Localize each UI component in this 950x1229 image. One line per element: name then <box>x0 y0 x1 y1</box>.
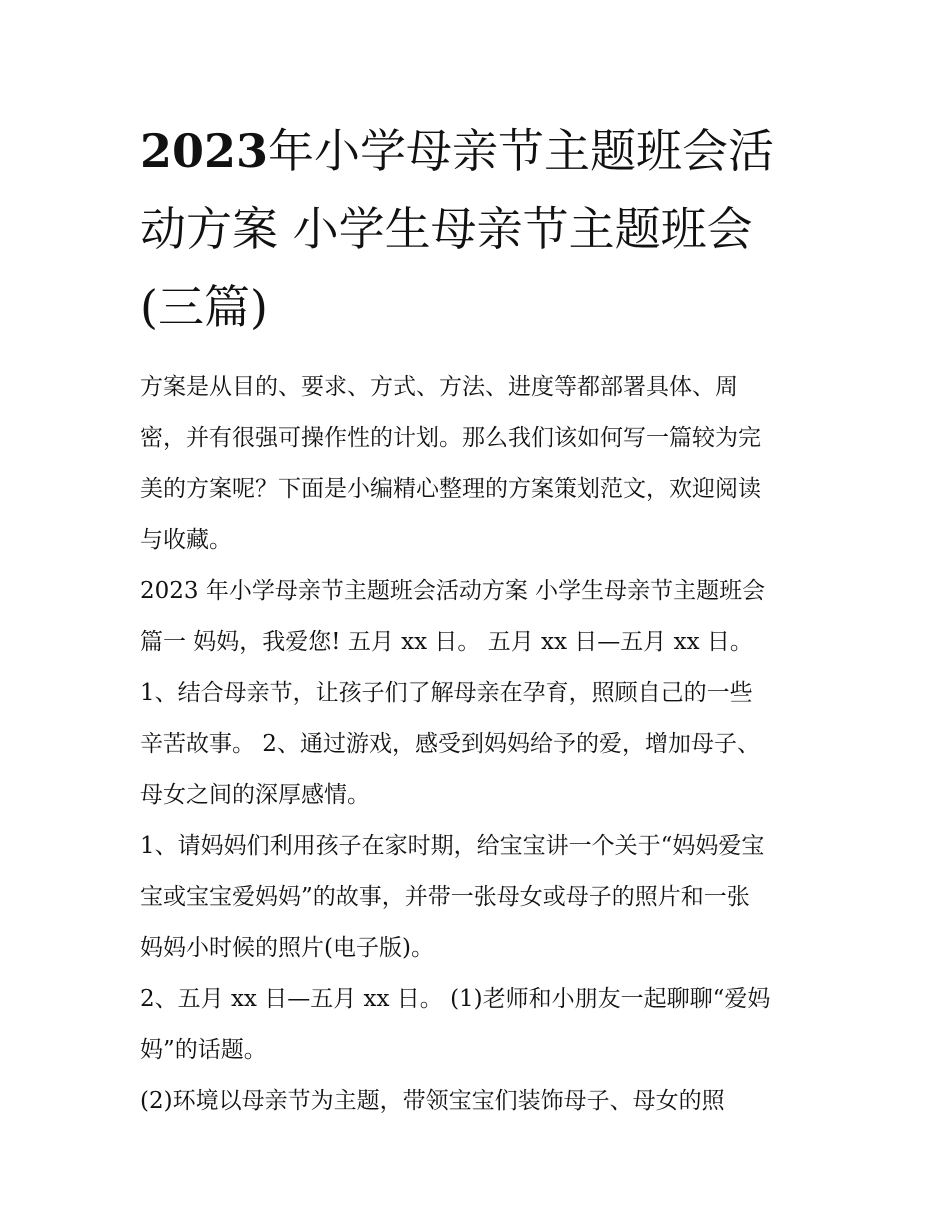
paragraph-process-1 <box>140 974 820 1076</box>
paragraph-line: 辛苦故事。 2、通过游戏，感受到妈妈给予的爱，增加母子、 <box>140 731 760 757</box>
paragraph-line: 2023 年小学母亲节主题班会活动方案 小学生母亲节主题班会 <box>140 578 766 604</box>
paragraph-line: 1、结合母亲节，让孩子们了解母亲在孕育，照顾自己的一些 <box>140 680 753 706</box>
paragraph-line: 宝或宝宝爱妈妈”的故事，并带一张母女或母子的照片和一张 <box>140 884 750 910</box>
title-line-1-text: 年小学母亲节主题班会活 <box>268 124 775 178</box>
paragraph-line: 母女之间的深厚感情。 <box>140 782 370 808</box>
title-year: 2023 <box>140 124 269 178</box>
paragraph-line: 妈妈小时候的照片(电子版)。 <box>140 935 434 961</box>
paragraph-section-heading <box>140 566 820 668</box>
title-line-3: (三篇) <box>140 280 268 334</box>
paragraph-line: 密，并有很强可操作性的计划。那么我们该如何写一篇较为完 <box>140 425 761 451</box>
paragraph-line: 篇一 妈妈，我爱您! 五月 xx 日。 五月 xx 日—五月 xx 日。 <box>140 629 753 655</box>
paragraph-line: 妈”的话题。 <box>140 1037 267 1063</box>
paragraph-intro <box>140 362 820 566</box>
paragraph-line: (2)环境以母亲节为主题，带领宝宝们装饰母子、母女的照 <box>140 1088 725 1114</box>
document-content <box>140 112 820 1127</box>
title-line-1 <box>140 112 820 190</box>
title-line-2: 动方案 小学生母亲节主题班会 <box>140 202 753 256</box>
paragraph-line: 1、请妈妈们利用孩子在家时期，给宝宝讲一个关于“妈妈爱宝 <box>140 833 765 859</box>
paragraph-line: 2、五月 xx 日—五月 xx 日。 (1)老师和小朋友一起聊聊“爱妈 <box>140 986 771 1012</box>
paragraph-line: 美的方案呢？下面是小编精心整理的方案策划范文，欢迎阅读 <box>140 476 761 502</box>
paragraph-line: 与收藏。 <box>140 527 232 553</box>
paragraph-preparation <box>140 821 820 974</box>
paragraph-goals <box>140 668 820 821</box>
paragraph-line: 方案是从目的、要求、方式、方法、进度等都部署具体、周 <box>140 374 738 400</box>
document-title <box>140 112 820 346</box>
paragraph-process-2 <box>140 1076 820 1127</box>
